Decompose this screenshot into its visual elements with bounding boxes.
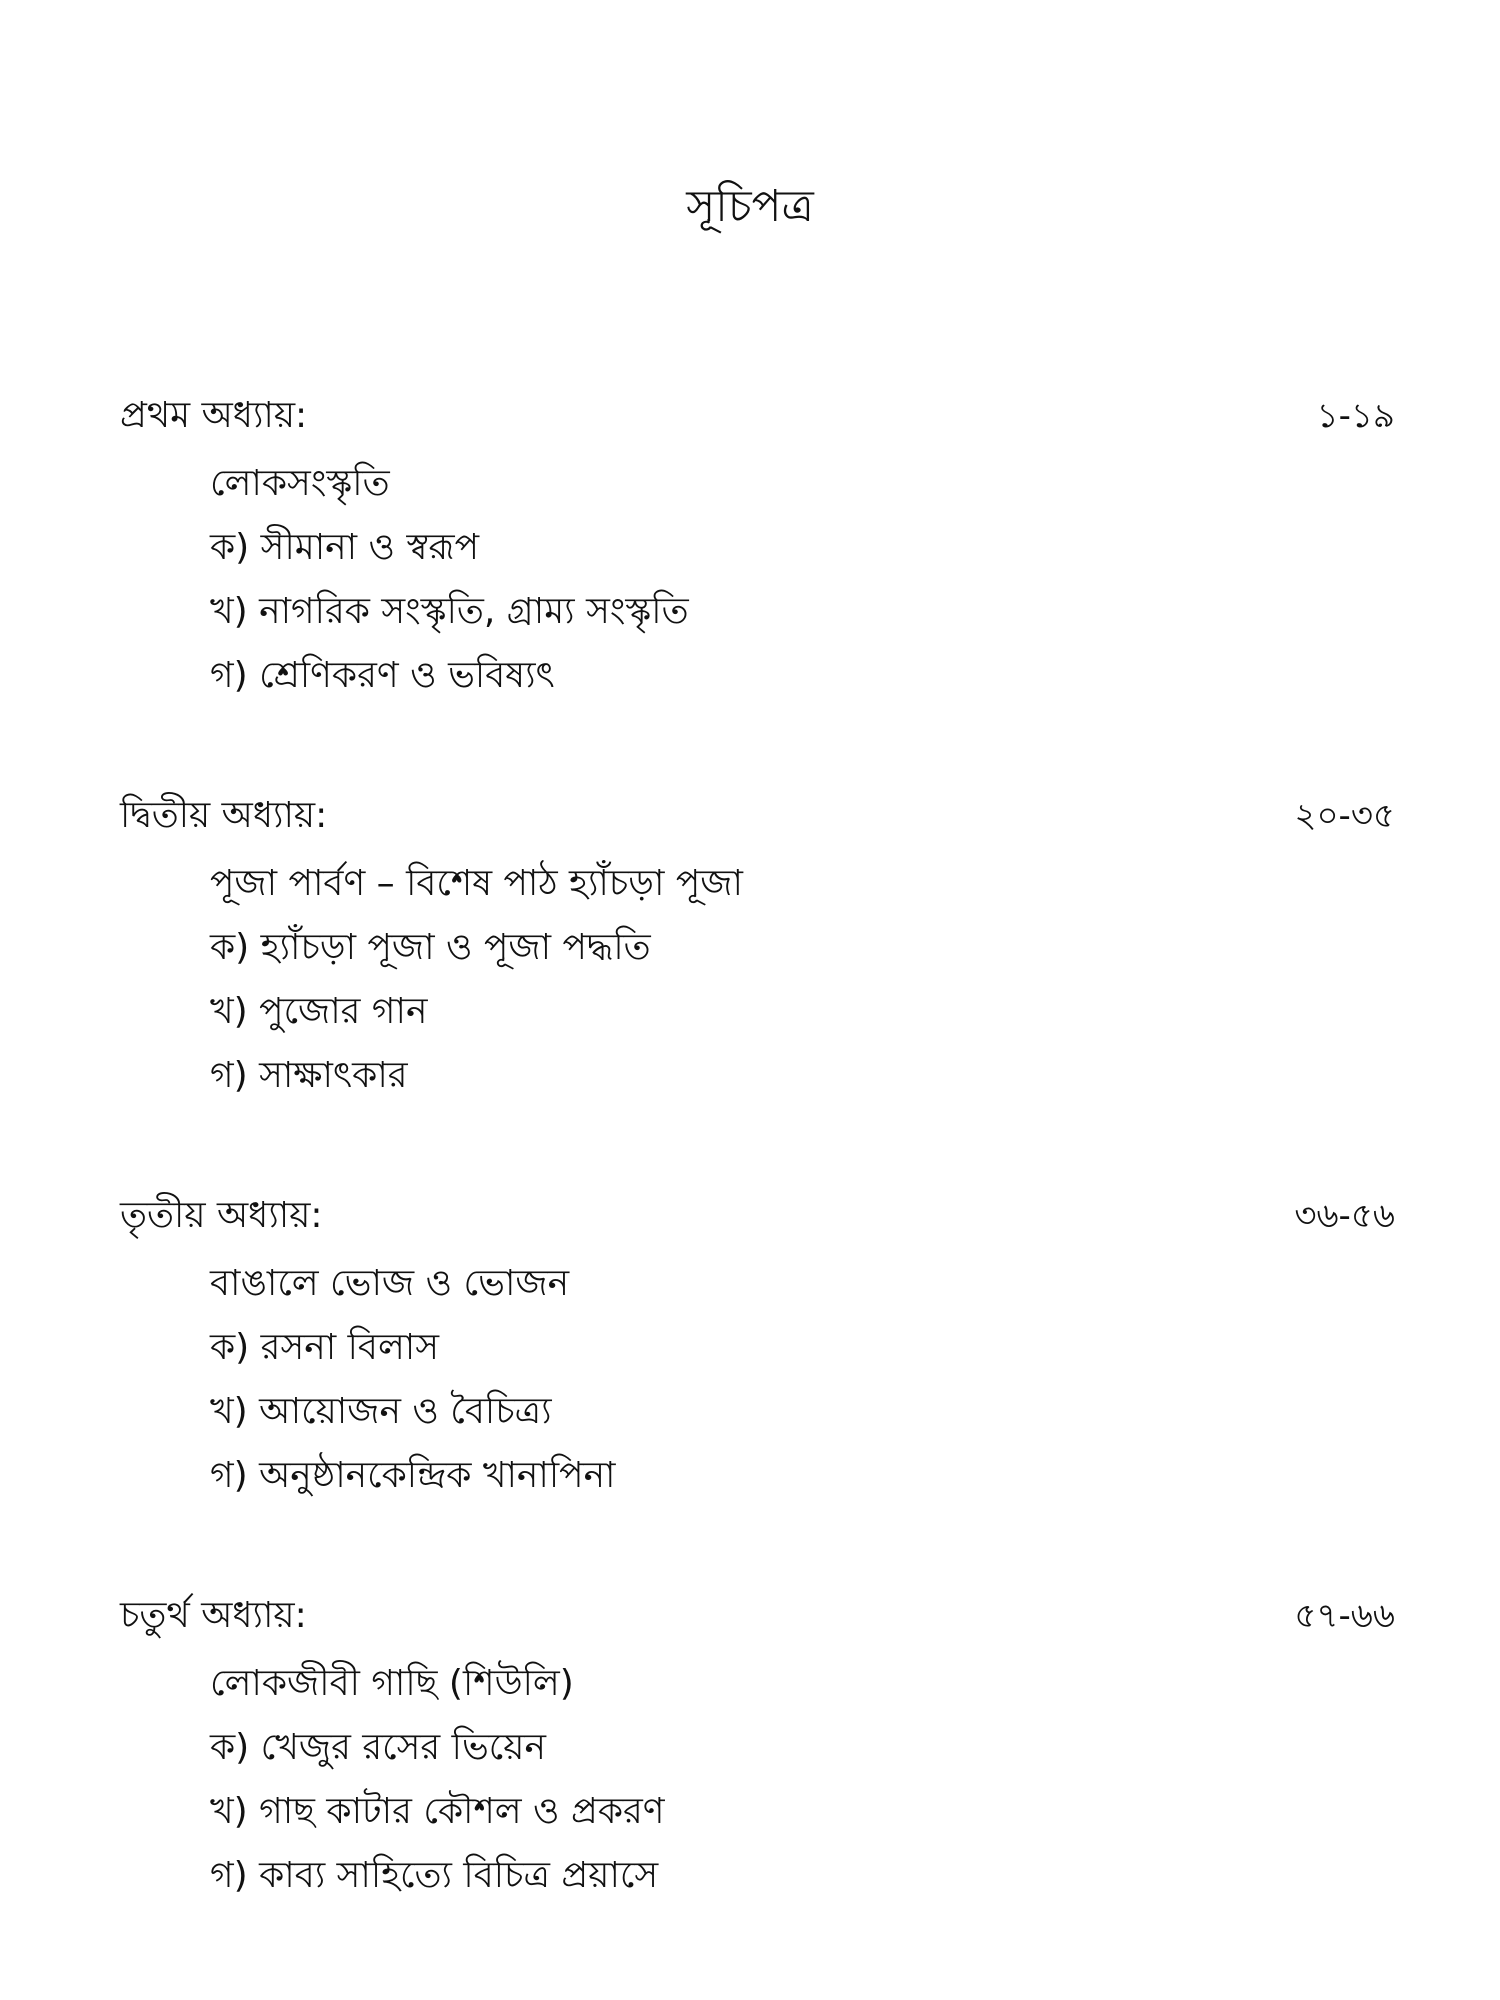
section-item: খ) নাগরিক সংস্কৃতি, গ্রাম্য সংস্কৃতি: [210, 591, 689, 632]
section-item: ক) হ্যাঁচড়া পূজা ও পূজা পদ্ধতি: [210, 927, 651, 968]
section-item: খ) পুজোর গান: [210, 991, 428, 1032]
section-item: খ) আয়োজন ও বৈচিত্র্য: [210, 1391, 552, 1432]
chapter-heading: [0, 388, 1500, 444]
chapter-section-list: [0, 1252, 1500, 1508]
chapter-heading: [0, 1588, 1500, 1644]
chapter-section-list: [0, 452, 1500, 708]
section-item: খ) গাছ কাটার কৌশল ও প্রকরণ: [210, 1791, 665, 1832]
chapter-1: [0, 388, 1500, 708]
chapter-page-range: ১-১৯: [1316, 396, 1395, 436]
section-item: ক) সীমানা ও স্বরূপ: [210, 527, 480, 568]
chapter-heading: [0, 788, 1500, 844]
chapter-topic: বাঙালে ভোজ ও ভোজন: [210, 1263, 570, 1304]
section-item: গ) অনুষ্ঠানকেন্দ্রিক খানাপিনা: [210, 1455, 616, 1496]
chapter-topic: লোকসংস্কৃতি: [210, 463, 390, 504]
chapter-section-list: [0, 852, 1500, 1108]
section-item: ক) খেজুর রসের ভিয়েন: [210, 1727, 546, 1768]
chapter-label: দ্বিতীয় অধ্যায়:: [120, 795, 328, 836]
chapter-label: প্রথম অধ্যায়:: [120, 395, 308, 436]
chapter-page-range: ৫৭-৬৬: [1294, 1596, 1395, 1636]
chapter-heading: [0, 1188, 1500, 1244]
chapter-2: [0, 788, 1500, 1108]
section-item: গ) কাব্য সাহিত্যে বিচিত্র প্রয়াসে: [210, 1855, 659, 1896]
page-title: সূচিপত্র: [686, 181, 814, 232]
section-item: ক) রসনা বিলাস: [210, 1327, 440, 1368]
chapter-label: তৃতীয় অধ্যায়:: [120, 1195, 323, 1236]
chapter-topic: লোকজীবী গাছি (শিউলি): [210, 1663, 574, 1704]
chapter-page-range: ২০-৩৫: [1294, 796, 1395, 836]
chapter-4: [0, 1588, 1500, 1908]
chapter-3: [0, 1188, 1500, 1508]
section-item: গ) সাক্ষাৎকার: [210, 1055, 408, 1096]
chapter-topic: পূজা পার্বণ – বিশেষ পাঠ হ্যাঁচড়া পূজা: [210, 863, 743, 904]
section-item: গ) শ্রেণিকরণ ও ভবিষ্যৎ: [210, 655, 555, 696]
chapter-page-range: ৩৬-৫৬: [1294, 1196, 1395, 1236]
chapter-section-list: [0, 1652, 1500, 1908]
chapter-label: চতুর্থ অধ্যায়:: [120, 1595, 307, 1636]
